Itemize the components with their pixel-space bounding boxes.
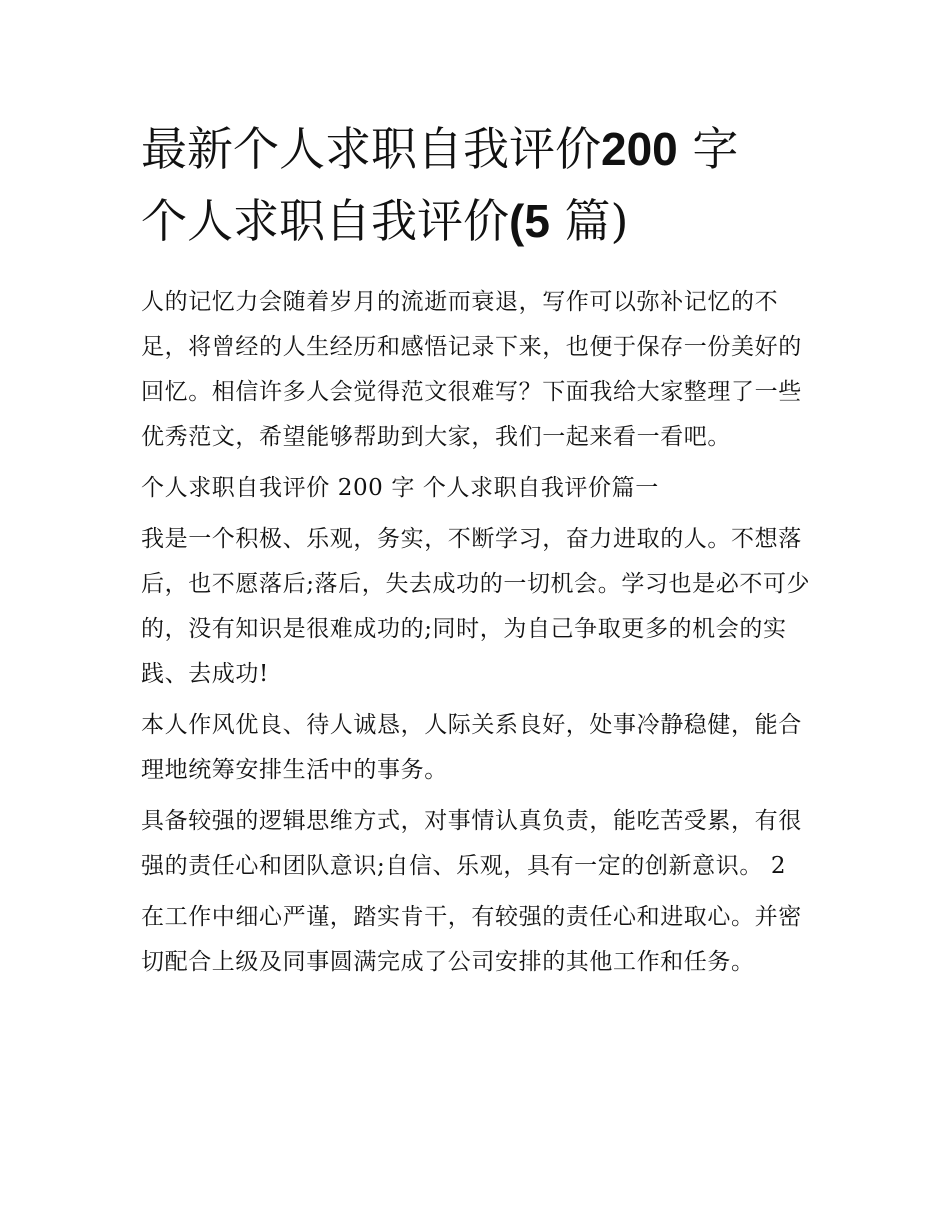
title-line2-number: (5 [509, 195, 550, 247]
title-line1-number: 200 [601, 123, 678, 175]
title-line1-text: 最新个人求职自我评价 [141, 122, 601, 176]
intro-paragraph: 人的记忆力会随着岁月的流逝而衰退，写作可以弥补记忆的不足，将曾经的人生经历和感悟记录下来，也便于保存一份美好的回忆。相信许多人会觉得范文很难写？下面我给大家整理了一些优秀范文，希望能够帮助到大家，我们一起来看一看吧。 [141, 289, 802, 450]
title-line2-suffix: 篇) [564, 194, 629, 248]
body-paragraph: 具备较强的逻辑思维方式，对事情认真负责，能吃苦受累，有很强的责任心和团队意识;自信、乐观，具有一定的创新意识。 2 [141, 808, 802, 879]
body-paragraph: 我是一个积极、乐观，务实，不断学习，奋力进取的人。不想落后，也不愿落后;落后，失去成功的一切机会。学习也是必不可少的，没有知识是很难成功的;同时，为自己争取更多的机会的实践、去成功! [141, 526, 811, 687]
section-heading: 个人求职自我评价 200 字 个人求职自我评价篇一 [141, 475, 659, 501]
title-line2-text: 个人求职自我评价 [141, 194, 509, 248]
document-body [141, 280, 821, 985]
document-title [141, 113, 831, 257]
body-paragraph: 本人作风优良、待人诚恳，人际关系良好，处事冷静稳健，能合理地统筹安排生活中的事务。 [141, 712, 802, 783]
body-paragraph: 在工作中细心严谨，踏实肯干，有较强的责任心和进取心。并密切配合上级及同事圆满完成了公司安排的其他工作和任务。 [141, 904, 802, 975]
title-line1-suffix: 字 [692, 122, 739, 176]
